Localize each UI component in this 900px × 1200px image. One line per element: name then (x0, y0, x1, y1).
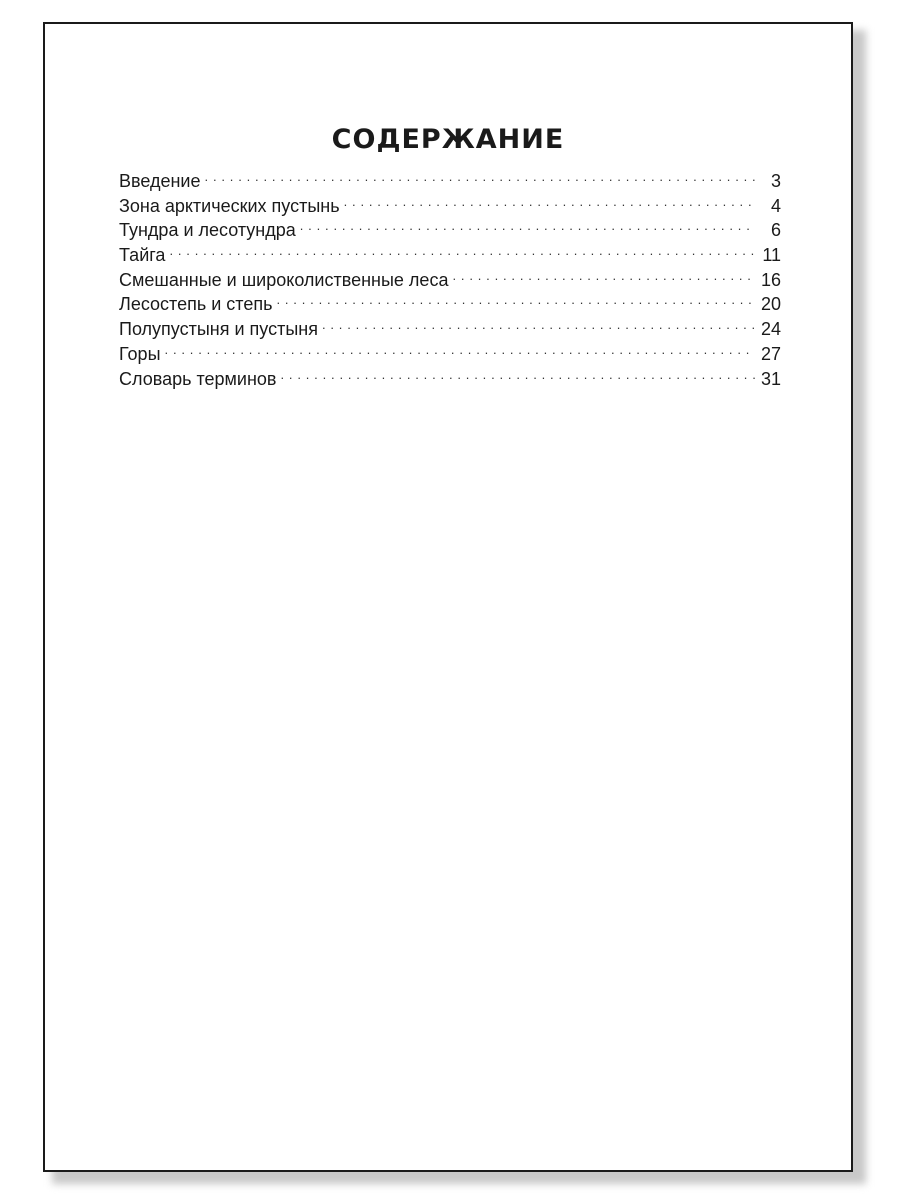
toc-entry-label: Тундра и лесотундра (119, 220, 296, 241)
toc-entry-forest-steppe[interactable] (119, 292, 781, 317)
toc-page-number: 24 (760, 319, 781, 340)
toc-entry-taiga[interactable] (119, 243, 781, 268)
toc-entry-label: Словарь терминов (119, 368, 277, 389)
dot-leader (169, 243, 755, 261)
toc-page-number: 16 (760, 269, 781, 290)
toc-entry-label: Тайга (119, 245, 166, 266)
toc-page-number: 27 (760, 343, 781, 364)
toc-entry-label: Зона арктических пустынь (119, 195, 340, 216)
toc-page-number: 11 (762, 245, 781, 266)
document-page (43, 22, 853, 1172)
toc-entry-semi-desert[interactable] (119, 317, 781, 342)
dot-leader (280, 367, 754, 385)
dot-leader (452, 268, 755, 286)
dot-leader (276, 292, 755, 310)
toc-page-number: 4 (770, 195, 781, 216)
dot-leader (205, 169, 755, 187)
toc-entry-mountains[interactable] (119, 342, 781, 367)
page-title: СОДЕРЖАНИЕ (331, 124, 565, 155)
dot-leader (322, 317, 755, 335)
toc-entry-label: Горы (119, 343, 161, 364)
toc-page-number: 31 (760, 368, 781, 389)
toc-page-number: 20 (760, 294, 781, 315)
toc-entry-glossary[interactable] (119, 367, 781, 392)
dot-leader (344, 194, 755, 212)
toc-entry-label: Полупустыня и пустыня (119, 319, 318, 340)
toc-page-number: 6 (770, 220, 781, 241)
toc-entry-label: Смешанные и широколиственные леса (119, 269, 449, 290)
dot-leader (300, 218, 755, 236)
toc-entry-tundra[interactable] (119, 218, 781, 243)
toc-entry-introduction[interactable] (119, 169, 781, 194)
dot-leader (165, 342, 755, 360)
table-of-contents (119, 169, 781, 391)
toc-page-number: 3 (770, 171, 781, 191)
toc-entry-arctic-deserts[interactable] (119, 194, 781, 219)
toc-entry-label: Введение (119, 171, 201, 191)
toc-entry-label: Лесостепь и степь (119, 294, 273, 315)
toc-entry-mixed-forests[interactable] (119, 268, 781, 293)
